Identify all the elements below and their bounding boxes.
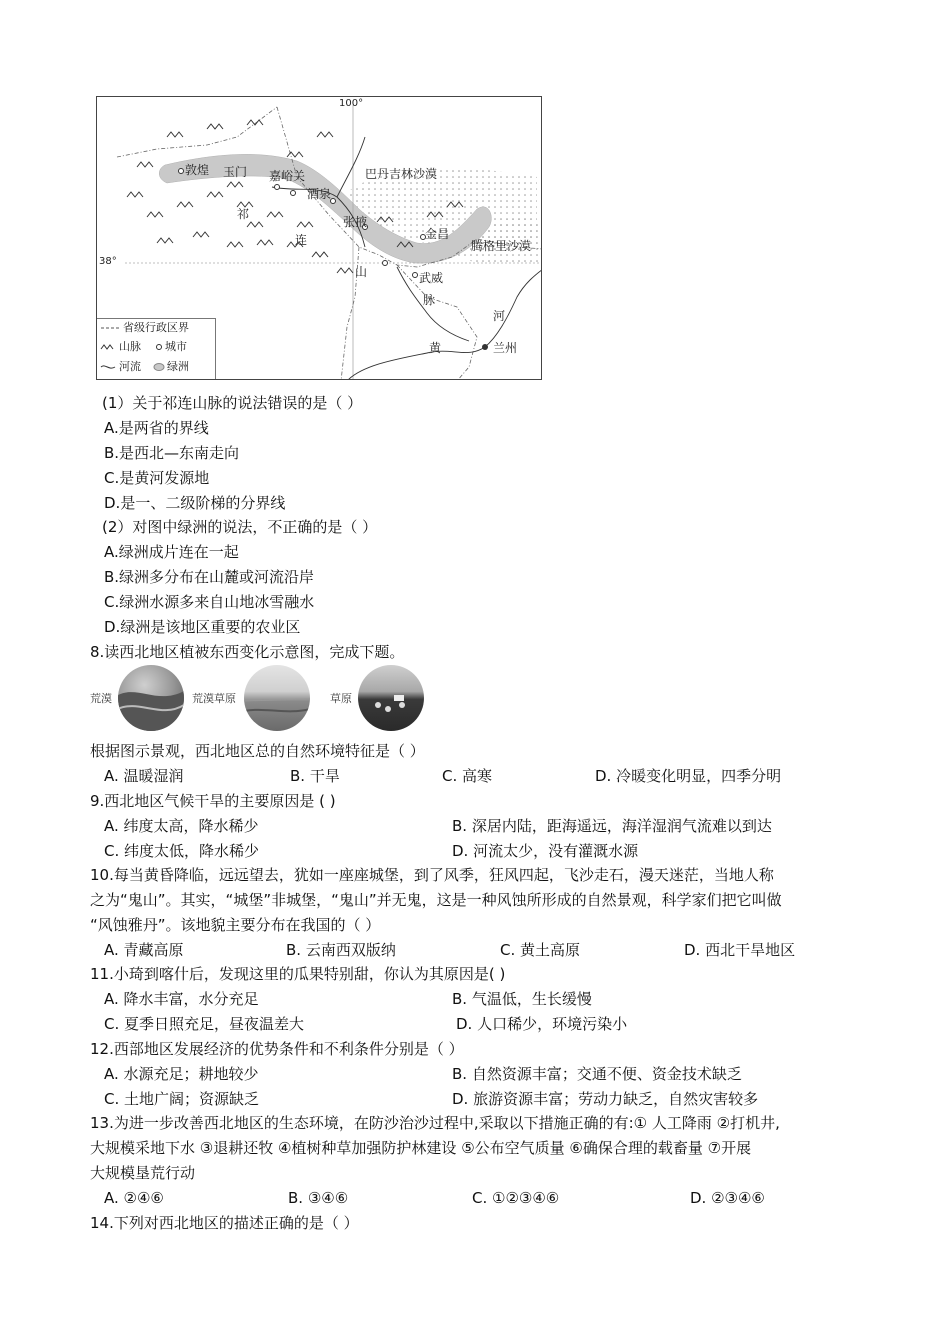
q8-option-a[interactable]: A. 温暖湿润 [104,767,184,785]
q7-sub2-option-d[interactable]: D.绿洲是该地区重要的农业区 [104,618,301,636]
q13-line1: 13.为进一步改善西北地区的生态环境，在防沙治沙过程中,采取以下措施正确的有:① 人工降雨 ②打机井, [90,1114,780,1132]
q10-option-b[interactable]: B. 云南西双版纳 [286,941,396,959]
q12-stem: 12.西部地区发展经济的优势条件和不利条件分别是（ ） [90,1040,464,1058]
label-he: 河 [493,309,506,323]
label-lanzhou: 兰州 [493,341,518,355]
q13-line3: 大规模垦荒行动 [90,1164,196,1182]
q10-option-d[interactable]: D. 西北干旱地区 [684,941,796,959]
q12-option-c[interactable]: C. 土地广阔；资源缺乏 [104,1090,260,1108]
legend-boundary-label: 省级行政区界 [123,321,189,334]
lanzhou-marker [482,344,488,350]
q9-option-a[interactable]: A. 纬度太高，降水稀少 [104,817,259,835]
label-lat38: 38° [99,256,117,267]
q9-option-d[interactable]: D. 河流太少，没有灌溉水源 [452,842,639,860]
q11-option-c[interactable]: C. 夏季日照充足，昼夜温差大 [104,1015,305,1033]
label-tengger: 腾格里沙漠 [471,239,532,253]
legend-oasis-label: 绿洲 [167,360,189,373]
q7-sub1-option-b[interactable]: B.是西北—东南走向 [104,444,240,462]
q13-option-b[interactable]: B. ③④⑥ [288,1189,349,1207]
q7-sub2-option-a[interactable]: A.绿洲成片连在一起 [104,543,239,561]
q13-line2: 大规模采地下水 ③退耕还牧 ④植树种草加强防护林建设 ⑤公布空气质量 ⑥确保合理的载畜量 ⑦开展 [90,1139,752,1157]
strip-label-steppe: 草原 [330,692,352,705]
label-dunhuang: 敦煌 [185,163,210,177]
label-zhangye: 张掖 [343,215,368,229]
yellow-river [347,269,542,380]
label-badain: 巴丹吉林沙漠 [365,167,438,181]
q7-sub1-stem: (1）关于祁连山脉的说法错误的是（ ） [102,394,363,412]
q12-option-d[interactable]: D. 旅游资源丰富；劳动力缺乏，自然灾害较多 [452,1090,759,1108]
q11-option-a[interactable]: A. 降水丰富，水分充足 [104,990,259,1008]
q13-option-d[interactable]: D. ②③④⑥ [690,1189,765,1207]
q9-option-b[interactable]: B. 深居内陆，距海遥远，海洋湿润气流难以到达 [452,817,772,835]
label-jiayuguan: 嘉峪关 [269,169,306,183]
q8-option-c[interactable]: C. 高寒 [442,767,493,785]
q7-sub1-option-c[interactable]: C.是黄河发源地 [104,469,210,487]
q13-option-a[interactable]: A. ②④⑥ [104,1189,164,1207]
q13-option-c[interactable]: C. ①②③④⑥ [472,1189,560,1207]
legend-city-icon [157,345,162,350]
q11-option-d[interactable]: D. 人口稀少，环境污染小 [456,1015,628,1033]
desert-photo [118,665,184,731]
q7-sub2-option-b[interactable]: B.绿洲多分布在山麓或河流沿岸 [104,568,315,586]
vegetation-strip [90,664,430,732]
legend-mountain-icon [101,345,113,349]
q8-option-d[interactable]: D. 冷暖变化明显，四季分明 [595,767,782,785]
q9-option-c[interactable]: C. 纬度太低，降水稀少 [104,842,260,860]
q12-option-a[interactable]: A. 水源充足；耕地较少 [104,1065,259,1083]
strip-label-desert-steppe: 荒漠草原 [192,692,236,705]
q10-option-c[interactable]: C. 黄土高原 [500,941,581,959]
q10-line1: 10.每当黄昏降临，远远望去，犹如一座座城堡，到了风季，狂风四起，飞沙走石，漫天迷茫，当地人称 [90,866,774,884]
label-lian: 连 [295,233,308,247]
strip-label-desert: 荒漠 [90,692,112,705]
map-figure [96,96,542,380]
q14-stem: 14.下列对西北地区的描述正确的是（ ） [90,1214,359,1232]
map-legend [97,318,216,379]
q9-stem: 9.西北地区气候干旱的主要原因是 ( ) [90,792,336,810]
legend-city-label: 城市 [165,340,187,353]
q11-option-b[interactable]: B. 气温低，生长缓慢 [452,990,592,1008]
label-mai: 脉 [423,293,436,307]
label-yumen: 玉门 [223,165,248,179]
legend-oasis-icon [154,364,164,371]
label-wuwei: 武威 [419,271,444,285]
steppe-photo [358,665,424,731]
q8-stem: 8.读西北地区植被东西变化示意图，完成下题。 [90,643,405,661]
q10-line2: 之为“鬼山”。其实，“城堡”非城堡，“鬼山”并无鬼，这是一种风蚀所形成的自然景观，科学家们把它叫做 [90,891,782,909]
legend-mountain-label: 山脉 [119,340,141,353]
label-jiuquan: 酒泉 [307,187,332,201]
label-huang: 黄 [429,341,442,355]
q7-sub1-option-a[interactable]: A.是两省的界线 [104,419,209,437]
label-shan: 山 [355,265,368,279]
label-qi: 祁 [237,207,250,221]
legend-river-label: 河流 [119,360,141,373]
q8-question: 根据图示景观，西北地区总的自然环境特征是（ ） [90,742,425,760]
q10-option-a[interactable]: A. 青藏高原 [104,941,184,959]
q11-stem: 11.小琦到喀什后，发现这里的瓜果特别甜，你认为其原因是( ) [90,965,506,983]
q10-line3: “风蚀雅丹”。该地貌主要分布在我国的（ ） [90,916,381,934]
label-jinchang: 金昌 [425,227,450,241]
legend-river-icon [101,366,115,368]
q8-option-b[interactable]: B. 干旱 [290,767,340,785]
q7-sub1-option-d[interactable]: D.是一、二级阶梯的分界线 [104,494,286,512]
desert-steppe-photo [244,665,310,731]
label-lon100: 100° [339,98,364,109]
q7-sub2-option-c[interactable]: C.绿洲水源多来自山地冰雪融水 [104,593,315,611]
q12-option-b[interactable]: B. 自然资源丰富；交通不便、资金技术缺乏 [452,1065,742,1083]
q7-sub2-stem: (2）对图中绿洲的说法，不正确的是（ ） [102,518,378,536]
